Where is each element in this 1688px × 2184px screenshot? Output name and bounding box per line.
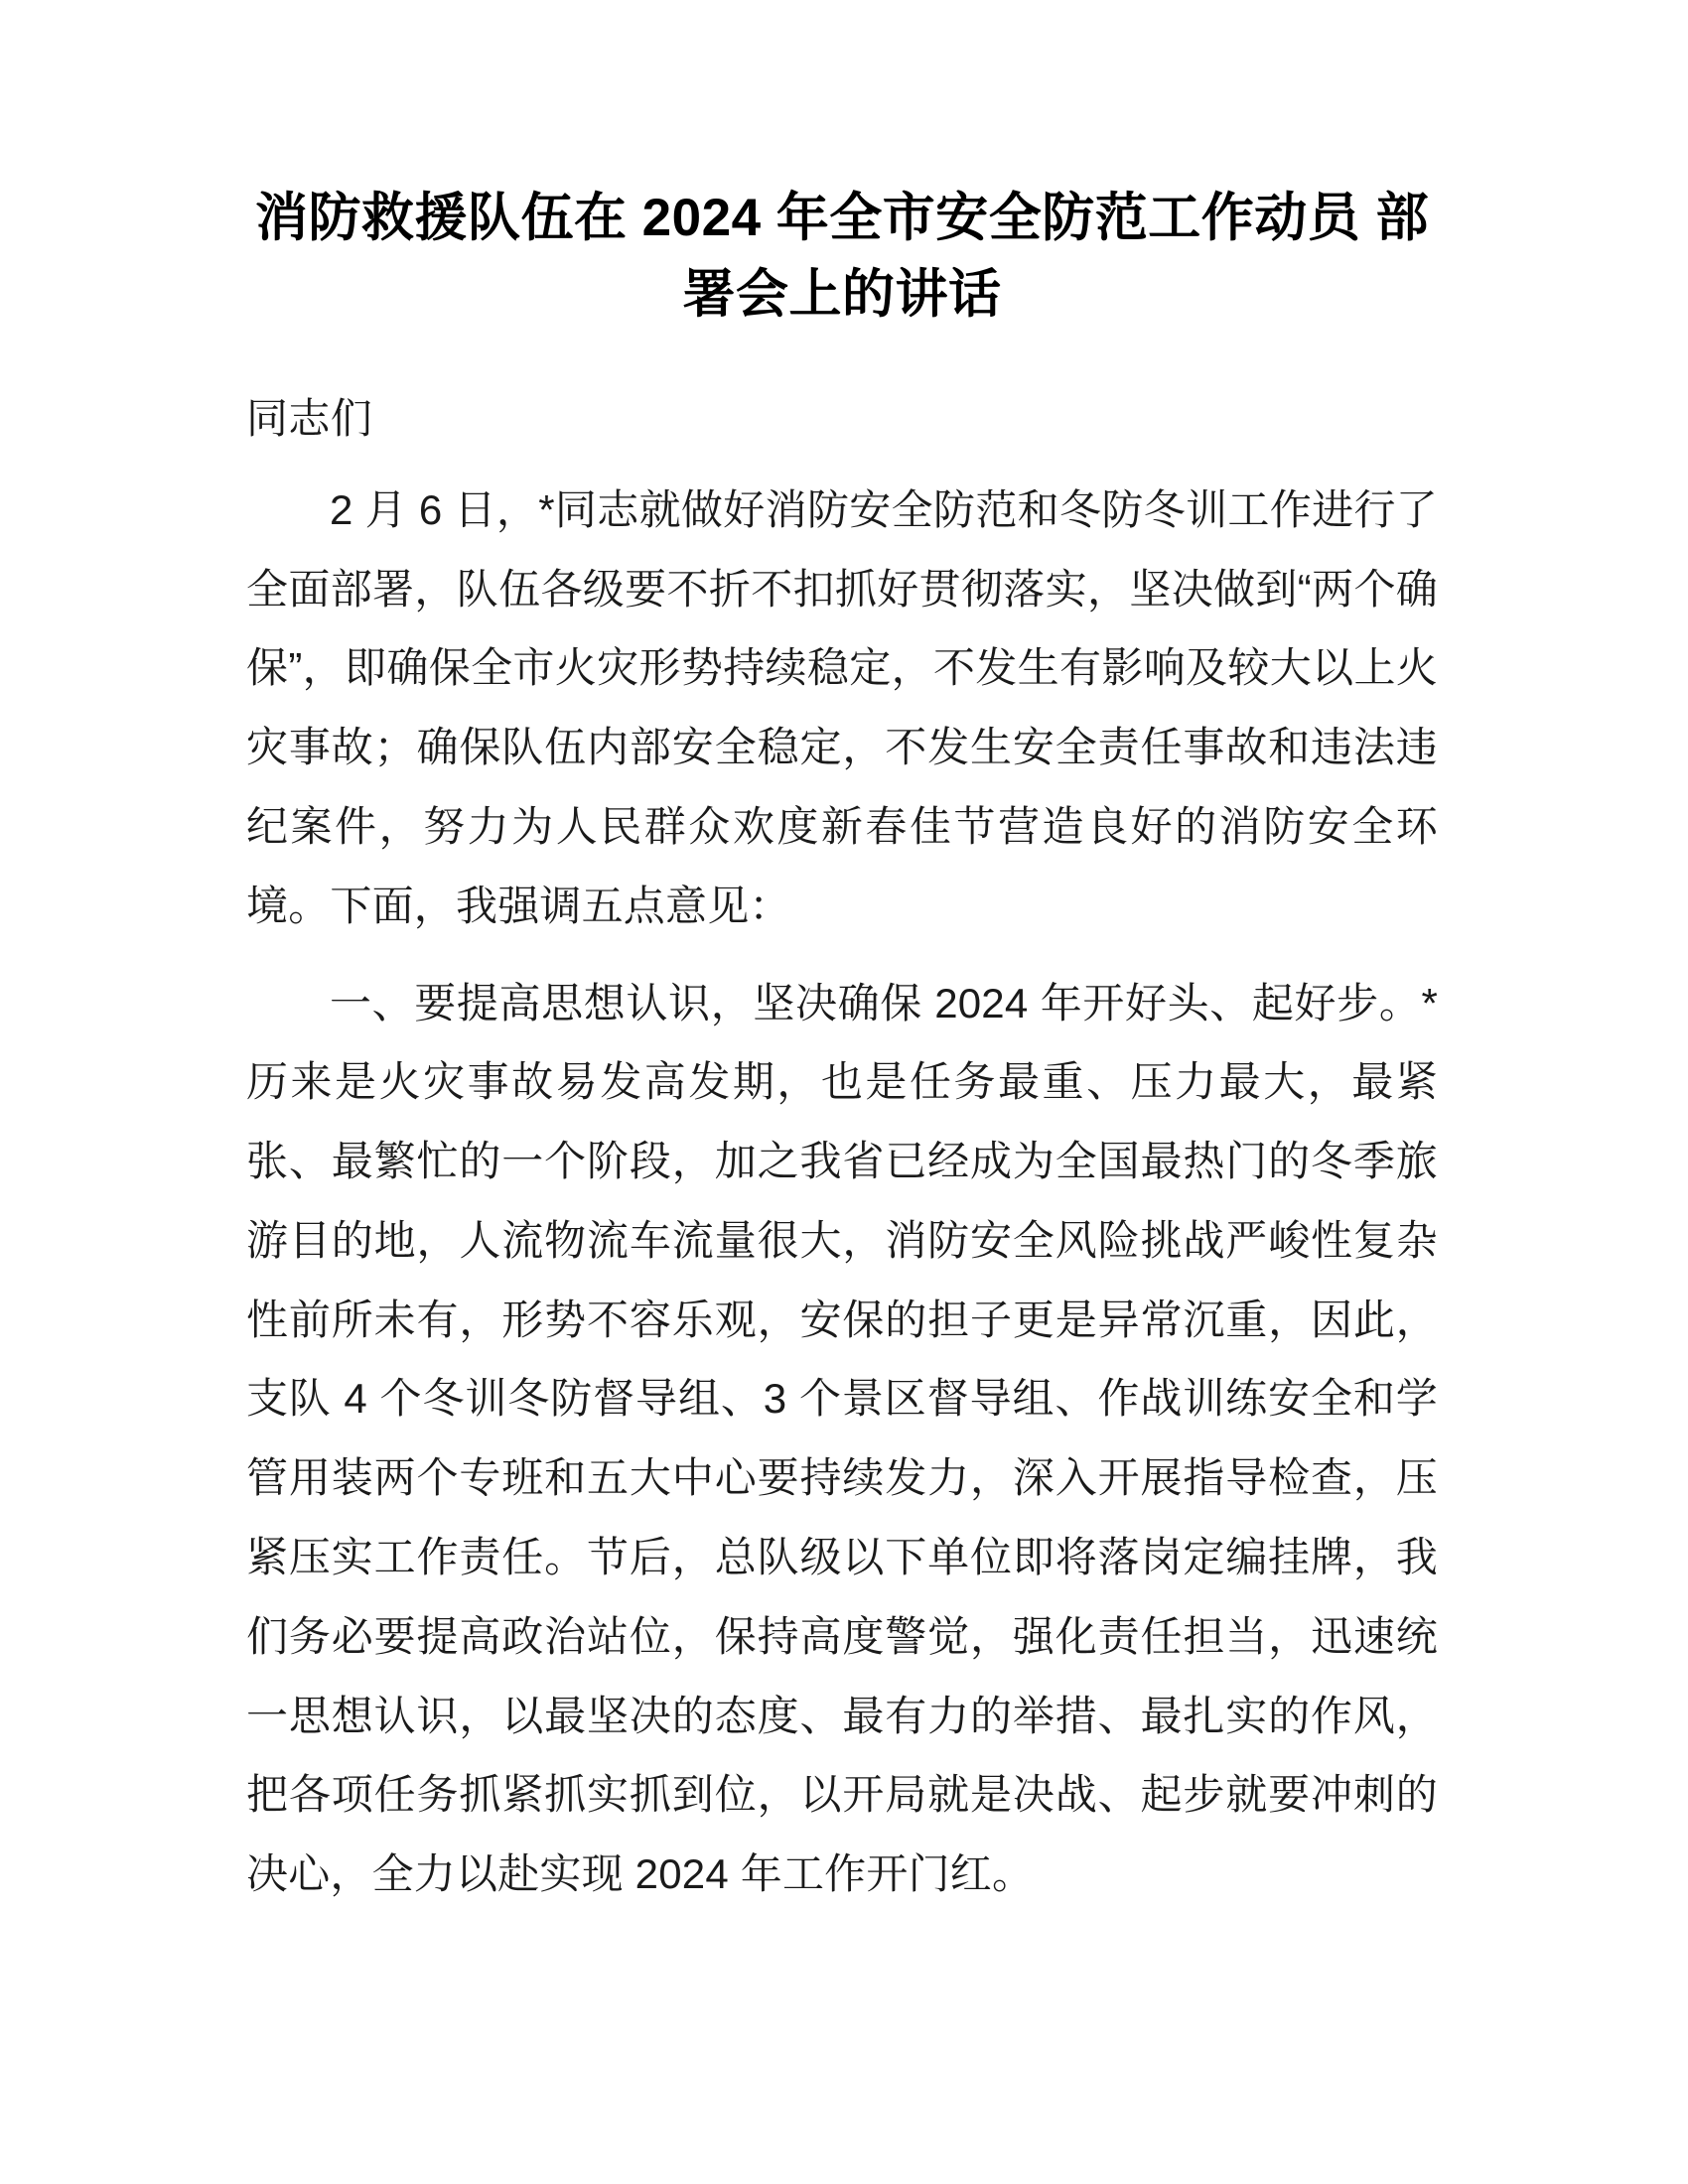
title-line-2: 部署会上的讲话 (682, 189, 1430, 324)
document-body (246, 0, 1438, 1914)
body-paragraph-2: 一、要提高思想认识，坚决确保 2024 年开好头、起好步。*历来是火灾事故易发高发期，也是任务最重、压力最大，最紧张、最繁忙的一个阶段，加之我省已经成为全国最热门的冬季旅游目的地，人流物流车流量很大，消防安全风险挑战严峻性复杂性前所未有，形势不容乐观，安保的担子更是异常沉重，因此，支队 4 个冬训冬防督导组、3 个景区督导组、作战训练安全和学管用装两个专班和五大中心要持续发力，深入开展指导检查，压紧压实工作责任。节后，总队级以下单位即将落岗定编挂牌，我们务必要提高政治站位，保持高度警觉，强化责任担当，迅速统一思想认识，以最坚决的态度、最有力的举措、最扎实的作风，把各项任务抓紧抓实抓到位，以开局就是决战、起步就要冲刺的决心，全力以赴实现 2024 年工作开门红。 (246, 979, 1438, 1898)
title-line-1: 消防救援队伍在 2024 年全市安全防范工作动员 (254, 189, 1361, 247)
salutation: 同志们 (246, 394, 373, 442)
body-paragraph-1: 2 月 6 日，*同志就做好消防安全防范和冬防冬训工作进行了全面部署，队伍各级要不折不扣抓好贯彻落实，坚决做到“两个确保”，即确保全市火灾形势持续稳定，不发生有影响及较大以上火灾事故；确保队伍内部安全稳定，不发生安全责任事故和违法违纪案件，努力为人民群众欢度新春佳节营造良好的消防安全环境。下面，我强调五点意见： (246, 485, 1438, 929)
page-title (246, 0, 1438, 334)
